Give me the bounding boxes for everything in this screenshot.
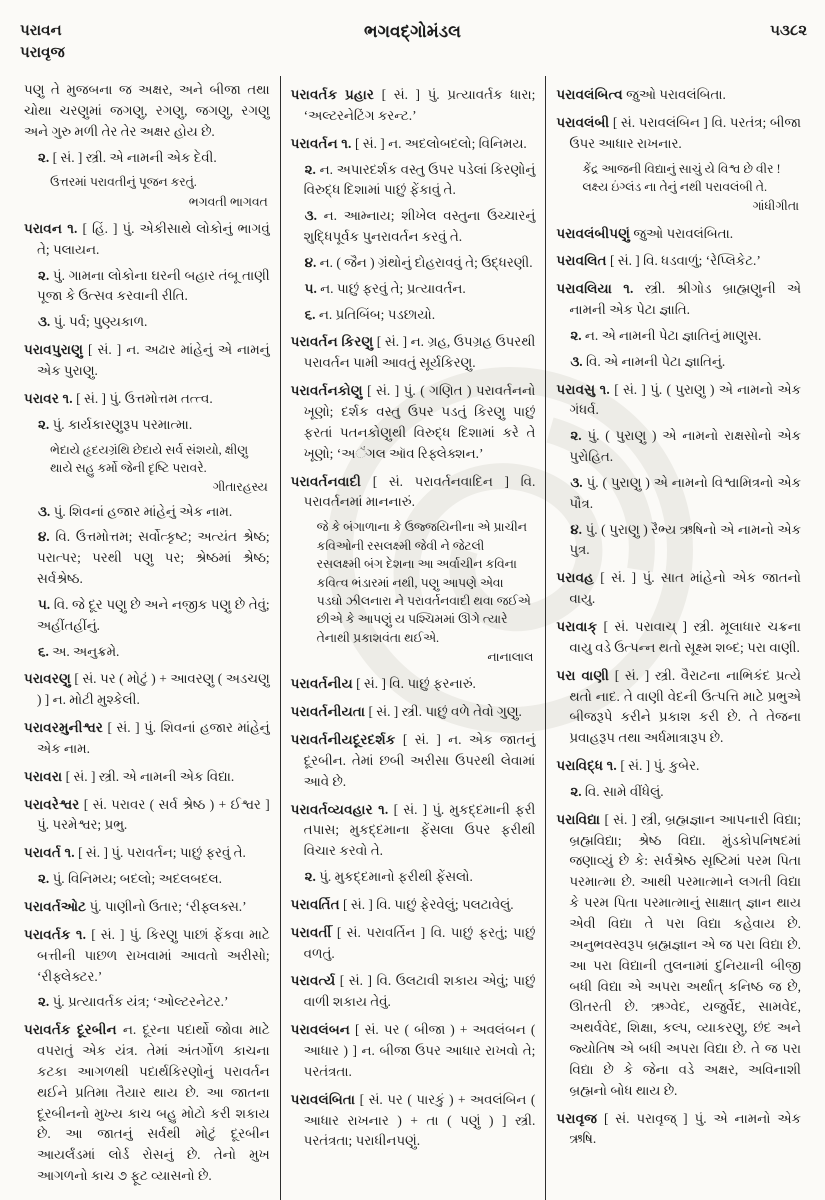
- sense-line: ૨. વિ. સામે વીંધેલું.: [570, 783, 664, 799]
- headword: પરાવર્તી: [290, 924, 332, 940]
- headword: પરાવરેશ્વર: [24, 796, 80, 812]
- dictionary-entry: પરાવિદ્યા [ સં. ] સ્ત્રી, બ્રહ્મજ્ઞાન આપનારી વિદ્યા; બ્રહ્મવિદ્યા; શ્રેષ્ઠ વિદ્યા. મુંડકોપનિષદમાં જણાવ્યું છે કે: સર્વશ્રેષ્ઠ સૃષ્ટિમાં પરમ પિતા પરમાત્મા છે. આથી પરમાત્માને લગતી વિદ્યા કે પરમ પિતા પરમાત્માનું સાક્ષાત્ જ્ઞાન થાય એવી વિદ્યા તે પરા વિદ્યા કહેવાય છે. અનુભવસ્વરૂપ બ્રહ્મજ્ઞાન એ જ પરા વિદ્યા છે. આ પરા વિદ્યાની તુલનામાં દુનિયાની બીજી બધી વિદ્યા એ અપરા અર્થાત્ કનિષ્ઠ જ છે, ઊતરતી છે. ઋગ્વેદ, યજુર્વેદ, સામવેદ, અથર્વવેદ, શિક્ષા, કલ્પ, વ્યાકરણુ, છંદ અને જ્યોતિષ એ બધી અપરા વિદ્યા છે. તે જ પરા વિદ્યા છે કે જેના વડે અક્ષર, અવિનાશી બ્રહ્મનો બોધ થાય છે.: [556, 811, 801, 1098]
- dictionary-entry: પરાવર્તવ્યવહાર ૧. [ સં. ] પું. મુકદ્દમાની ફરી તપાસ; મુકદ્દમાના ફેંસલા ઉપર ફરીથી વિચાર કરવો તે.: [290, 801, 536, 859]
- dictionary-entry: પરાવૃજ [ સં. પરાવૃજ્ ] પું. એ નામનો એક ઋષિ.: [556, 1110, 801, 1147]
- sense-line: ૩. પું. પર્વ; પુણ્યકાળ.: [38, 314, 148, 330]
- sense-number: ૩.: [570, 353, 583, 369]
- dictionary-entry: પરાવર્તનીયદૂરદર્શક [ સં. ] ન. એક જાતનું દૂરબીન. તેમાં છબી અરીસા ઉપરથી લેવામાં આવે છે.: [290, 732, 536, 789]
- sense-number: ૨.: [38, 149, 50, 165]
- sense-line: ૩. પું. ( પુરાણુ ) એ નામનો વિશ્વામિત્રનો એક પૌત્ર.: [569, 474, 801, 511]
- dictionary-entry: પરાવર્તઓટ પું. પાણીનો ઉતાર; ‘રીફ્લક્સ.’: [24, 899, 247, 914]
- guide-word-top: પરાવન: [20, 23, 62, 39]
- dictionary-entry: પરાવલંબી [ સં. પરાવલંબિન ] વિ. પરતંત્ર; બીજા ઉપર આધાર રાખનાર.: [556, 114, 801, 151]
- sense-line: ૩. પું. શિવનાં હજાર માંહેનું એક નામ.: [38, 503, 233, 519]
- headword: પરાવન ૧.: [24, 220, 78, 236]
- headword: પરાવિદ્ધ ૧.: [556, 758, 617, 774]
- headword: પરાવરા: [24, 768, 63, 784]
- dictionary-entry: પરાવલંબિતા [ સં. પર ( પારકું ) + અવલંબિન ( આધાર રાખનાર ) + તા ( પણું ) ] સ્ત્રી. પરતંત્રતા; પરાધીનપણું.: [290, 1091, 536, 1149]
- dictionary-entry: પરાવસુ ૧. [ સં. ] પું. ( પુરાણુ ) એ નામનો એક ગંધર્વ.: [556, 381, 801, 418]
- dictionary-entry: પરાવર્ત ૧. [ સં. ] પું. પરાવર્તન; પાછું ફરવું તે.: [24, 845, 246, 861]
- dictionary-entry: પરાવલિત [ સં. ] વિ. ધડવાળું; ‘રેપ્લિકેટ.’: [556, 253, 761, 269]
- sense-number: ૨.: [38, 994, 50, 1010]
- sense-line: ૩. વિ. એ નામની પેટા જ્ઞાતિનું.: [570, 353, 726, 369]
- headword: પરાવિદ્યા: [556, 811, 601, 827]
- headword: પરાવલંબી: [556, 114, 610, 130]
- sense-line: ૪. વિ. ઉત્તમોત્તમ; સર્વોત્કૃષ્ટ; અત્યંત શ્રેષ્ઠ; પરાત્પર; પરથી પણુ પર; શ્રેષ્ઠમાં શ્રેષ્ઠ; સર્વશ્રેષ્ઠ.: [37, 529, 270, 587]
- sense-line: ૩. ન. આમ્નાય; શીખેલ વસ્તુના ઉચ્ચારનું શુદ્ધિપૂર્વક પુનરાવર્તન કરવું તે.: [303, 208, 536, 245]
- sense-line: ૨. પું. વિનિમય; બદલો; અદલબદલ.: [38, 871, 223, 887]
- sense-number: ૩.: [304, 208, 317, 224]
- sense-number: ૨.: [570, 327, 582, 343]
- headword: પરાવર્ત ૧.: [24, 845, 75, 861]
- sense-line: ૨. પું. મુકદ્દમાનો ફરીથી ફેંસલો.: [304, 869, 473, 885]
- page-number: ૫૩૮૨: [770, 23, 807, 39]
- dictionary-entry: પરાવર ૧. [ સં. ] પું. ઉત્તમોત્તમ તત્ત્વ.: [24, 390, 213, 406]
- headword: પરાવર્તન ૧.: [290, 135, 352, 151]
- sense-line: ૨. પું. કાર્યકારણુરૂપ પરમાત્મા.: [38, 416, 193, 432]
- headword: પરાવપુરાણુ: [24, 342, 84, 358]
- dictionary-entry: પરાવરણુ [ સં. પર ( મોટું ) + આવરણુ ( અડચણુ ) ] ન. મોટી મુશ્કેલી.: [24, 671, 270, 708]
- headword: પરા વાણી: [556, 667, 610, 683]
- sense-line: ૨. પું. પ્રત્યાવર્તક યંત્ર; ‘ઓલ્ટરનેટર.’: [38, 994, 229, 1010]
- dictionary-entry: પરાવન ૧. [ હિં. ] પું. એકીસાથે લોકોનું ભાગવું તે; પલાયન.: [24, 220, 270, 257]
- dictionary-entry: પરાવર્તક ૧. [ સં. ] પું. કિરણુ પાછાં ફેંકવા માટે બત્તીની પાછળ રાખવામાં આવતો અરીસો; ‘રીફ્લેક્ટર.’: [24, 926, 270, 984]
- column-2: [280, 76, 546, 1200]
- citation-source: નાનાલાલ: [487, 650, 534, 665]
- dictionary-entry: પરાવર્તક પ્રહાર [ સં. ] પું. પ્રત્યાવર્તક ધારા; ‘અલ્ટરનેટિંગ કરન્ટ.’: [290, 87, 536, 123]
- headword: પરાવર્તનીયદૂરદર્શક: [290, 732, 396, 748]
- citation-source: ગાંધીગીતા: [752, 199, 799, 214]
- headword: પરાવર્તનીયતા: [290, 704, 366, 720]
- page-title: ભગવદ્ગોમંડલ: [364, 22, 461, 41]
- dictionary-entry: પરાવર્તન ૧. [ સં. ] ન. અદલોબદલો; વિનિમય.: [290, 135, 527, 151]
- headword: પરાવલંબીપણું: [556, 225, 631, 241]
- dictionary-entry: પરાવરેશ્વર [ સં. પરાવર ( સર્વ શ્રેષ્ઠ ) + ઈશ્વર ] પું. પરમેશ્વર; પ્રભુ.: [24, 796, 270, 833]
- citation-quote: જે કે બંગાળાના કે ઉજ્જયિનીના એ પ્રાચીન કવિઓની રસલક્ષ્મી જેવી ને જેટલી રસલક્ષ્મી બંગ દેશના આ અર્વાચીન કવિના કવિત્વ ભંડારમાં નથી, પણુ આપણે એવા પડઘો ઝીલનારા ને પરાવર્તનવાદી થવા જઈએ છીએ કે આપણું ય પશ્ચિમમાં ઊગે ત્યારે તેનાથી પ્રકાશવંતા થઈએ.: [316, 520, 531, 645]
- citation-source: ગીતારહસ્ય: [212, 480, 268, 495]
- dictionary-entry: પરાવલંબન [ સં. પર ( બીજા ) + અવલંબન ( આધાર ) ] ન. બીજા ઉપર આધાર રાખવો તે; પરતંત્રતા.: [290, 1022, 536, 1079]
- headword: પરાવર્તક પ્રહાર: [290, 87, 375, 102]
- headword: પરાવર્તનકોણુ: [290, 383, 363, 399]
- guide-word-bottom: પરાવૃજ: [20, 45, 65, 61]
- sense-number: ૩.: [570, 474, 583, 490]
- dictionary-columns: [14, 76, 811, 1200]
- dictionary-entry: પરાવલંબીપણું જુઓ પરાવલંબિતા.: [556, 225, 734, 241]
- headword: પરાવર્તક દૂરબીન: [24, 1022, 117, 1038]
- sense-number: ૨.: [570, 783, 582, 799]
- sense-line: ૨. ન. અપારદર્શક વસ્તુ ઉપર પડેલાં કિરણોનું વિરુદ્ધ દિશામાં પાછું ફેંકાવું તે.: [303, 161, 536, 198]
- dictionary-entry: પરાવહ [ સં. ] પું. સાત માંહેનો એક જાતનો વાયુ.: [556, 570, 801, 607]
- dictionary-entry: પરાવરમુનીશ્વર [ સં. ] પું. શિવનાં હજાર માંહેનું એક નામ.: [24, 720, 270, 756]
- sense-line: ૬. અ. અનુક્રમે.: [38, 643, 120, 659]
- page-header: [16, 20, 809, 72]
- dictionary-entry: પરા વાણી [ સં. ] સ્ત્રી. વૈરાટના નાભિકંદ પ્રત્યે થતો નાદ. તે વાણી વેદની ઉત્પત્તિ માટે પ્રભુએ બીજરૂપે કરીને પ્રકાશ કરી છે. તે તેજના પ્રવાહરૂપ તથા અર્ધમાત્રારૂપ છે.: [556, 667, 801, 746]
- headword: પરાવૃજ: [556, 1110, 598, 1126]
- dictionary-entry: પરાવપુરાણુ [ સં. ] ન. અઢાર માંહેનું એ નામનું એક પુરાણુ.: [24, 342, 270, 378]
- dictionary-entry: પરાવર્તનીયતા [ સં. ] સ્ત્રી. પાછું વળે તેવો ગુણુ.: [290, 704, 522, 720]
- sense-number: ૬.: [304, 306, 316, 322]
- dictionary-entry: પરાવર્તન કિરણુ [ સં. ] ન. ગ્રહ, ઉપગ્રહ ઉપરથી પરાવર્તન પામી આવતું સૂર્યકિરણુ.: [290, 334, 536, 371]
- dictionary-entry: પરાવર્તી [ સં. પરાવર્તિન ] વિ. પાછું ફરતું; પાછું વળતું.: [290, 924, 536, 961]
- sense-line: ૪. પું. ( પુરાણુ ) રૈભ્ય ઋષિનો એ નામનો એક પુત્ર.: [569, 521, 801, 558]
- sense-line: ૫. વિ. જે દૂર પણુ છે અને નજીક પણુ છે તેવું; અહીંતહીંનું.: [37, 596, 270, 633]
- headword: પરાવર્તઓટ: [24, 899, 87, 914]
- sense-line: ૨. [ સં. ] સ્ત્રી. એ નામની એક દેવી.: [38, 149, 217, 165]
- dictionary-entry: પરાવર્તનવાદી [ સં. પરાવર્તનવાદિન ] વિ. પરાવર્તનમાં માનનારું.: [290, 473, 536, 510]
- sense-number: ૬.: [38, 643, 49, 659]
- sense-line: ૨. પું. ગામના લોકોના ઘરની બહાર તંબૂ તાણી પૂજા કે ઉત્સવ કરવાની રીતિ.: [37, 267, 270, 304]
- headword: પરાવલંબિતા: [290, 1091, 356, 1107]
- sense-line: ૫. ન. પાછું ફરવું તે; પ્રત્યાવર્તન.: [304, 280, 466, 296]
- dictionary-entry: પરાવર્તનકોણુ [ સં. ] પું. ( ગણિત ) પરાવર્તનનો ખૂણો; દર્શક વસ્તુ ઉપર પડતું કિરણુ પાછું ફરતાં પતનકોણુથી વિરુદ્ધ દિશામાં કરે તે ખૂણો; ‘અૅંગલ ઑવ રિફ્લેક્શન.’: [290, 383, 536, 461]
- sense-line: ૪. ન. ( જૈન ) ગ્રંથોનું દોહરાવવું તે; ઉદ્ધરણી.: [304, 254, 533, 270]
- continuation-text: પણુ તે મુજબના જ અક્ષર, અને બીજા તથા ચોથા ચરણુમાં જગણુ, રગણુ, જગણુ, રગણુ અને ગુરુ મળી તેર તેર અક્ષર હોય છે.: [24, 82, 270, 139]
- dictionary-entry: પરાવરા [ સં. ] સ્ત્રી. એ નામની એક વિદ્યા.: [24, 768, 235, 784]
- headword: પરાવલંબિત્વ: [556, 87, 623, 102]
- sense-line: ૨. પું. ( પુરાણુ ) એ નામનો રાક્ષસોનો એક પુરોહિત.: [569, 428, 801, 465]
- sense-number: ૪.: [38, 529, 50, 545]
- sense-number: ૫.: [304, 280, 317, 296]
- citation-quote: ભેદાયે હૃદયગ્રંથિ છેદાયે સર્વ સંશયો, ક્ષીણુ થાયે સહુ કર્મો જેની દૃષ્ટિ પરાવરે.: [50, 442, 248, 475]
- dictionary-entry: પરાવર્તનીય [ સં. ] વિ. પાછું ફરનારું.: [290, 676, 476, 692]
- citation-source: ભગવતી ભાગવત: [188, 194, 268, 209]
- headword: પરાવલિયા ૧.: [556, 281, 634, 297]
- headword: પરાવાક્: [556, 619, 598, 635]
- headword: પરાવર્તવ્યવહાર ૧.: [290, 801, 389, 817]
- dictionary-entry: પરાવિદ્ધ ૧. [ સં. ] પું. કુબેર.: [556, 758, 700, 774]
- headword: પરાવરણુ: [24, 671, 71, 687]
- sense-line: ૨. ન. એ નામની પેટા જ્ઞાતિનું માણુસ.: [570, 327, 762, 343]
- sense-number: ૨.: [38, 871, 50, 887]
- column-3: [545, 76, 811, 1200]
- sense-number: ૨.: [304, 161, 316, 177]
- page-content: [14, 0, 811, 1200]
- sense-number: ૩.: [38, 314, 51, 330]
- headword: પરાવર્તક ૧.: [24, 926, 87, 942]
- headword: પરાવર્તન કિરણુ: [290, 334, 374, 350]
- sense-number: ૨.: [570, 428, 582, 444]
- sense-number: ૪.: [570, 521, 582, 537]
- headword: પરાવહ: [556, 570, 594, 586]
- sense-number: ૩.: [38, 503, 51, 519]
- headword: પરાવર ૧.: [24, 390, 73, 406]
- dictionary-entry: પરાવર્તિત [ સં. ] વિ. પાછું ફેરવેલું; પલટાવેલું.: [290, 896, 514, 912]
- column-1: [14, 76, 280, 1200]
- headword: પરાવરમુનીશ્વર: [24, 720, 103, 736]
- headword: પરાવર્ત્ય: [290, 973, 336, 989]
- citation-quote: કેંદ્ર આજની વિદ્યાનું સાચું યે વિશ્વ છે વીર ! લક્ષ્ય ઇંગ્લંડ ના તેનું નથી પરાવલંબી તે.: [582, 161, 781, 194]
- sense-number: ૪.: [304, 254, 317, 270]
- dictionary-entry: પરાવાક્ [ સં. પરાવાચ્ ] સ્ત્રી. મૂલાધાર ચક્રના વાયુ વડે ઉત્પન્ન થતો સૂક્ષ્મ શબ્દ; પરા વાણી.: [556, 619, 801, 655]
- dictionary-entry: પરાવલંબિત્વ જુઓ પરાવલંબિતા.: [556, 87, 726, 102]
- headword: પરાવસુ ૧.: [556, 381, 610, 397]
- citation-quote: ઉત્તરમાં પરાવતીનું પૂજન કરતું.: [50, 175, 197, 190]
- sense-number: ૨.: [304, 869, 316, 885]
- sense-number: ૨.: [38, 416, 50, 432]
- dictionary-entry: પરાવર્તક દૂરબીન ન. દૂરના પદાર્થો જોવા માટે વપરાતું એક યંત્ર. તેમાં અંતર્ગોળ કાચના કટકા આગળથી પદાર્થકિરણોનું પરાવર્તન થઈને પ્રતિમા તૈયાર થાય છે. આ જાતના દૂરબીનનો મુખ્ય કાચ બહુ મોટો કરી શકાય છે. આ જાતનું સર્વથી મોટું દૂરબીન આયર્લંડમાં લોર્ડ રોસનું છે. તેનો મુખ આગળનો કાચ ૭ ફૂટ વ્યાસનો છે.: [24, 1022, 270, 1184]
- headword: પરાવલિત: [556, 253, 607, 269]
- dictionary-entry: પરાવલિયા ૧. સ્ત્રી. શ્રીગોડ બ્રાહ્મણુની એ નામની એક પેટા જ્ઞાતિ.: [556, 281, 801, 318]
- dictionary-entry: પરાવર્ત્ય [ સં. ] વિ. ઉલટાવી શકાય એવું; પાછું વાળી શકાય તેવું.: [290, 973, 536, 1010]
- headword: પરાવલંબન: [290, 1022, 350, 1038]
- sense-number: ૨.: [38, 267, 50, 283]
- headword: પરાવર્તનવાદી: [290, 473, 362, 489]
- sense-number: ૫.: [38, 596, 51, 612]
- headword: પરાવર્તિત: [290, 896, 340, 912]
- headword: પરાવર્તનીય: [290, 676, 353, 692]
- sense-line: ૬. ન. પ્રતિબિંબ; પડછાયો.: [304, 306, 436, 322]
